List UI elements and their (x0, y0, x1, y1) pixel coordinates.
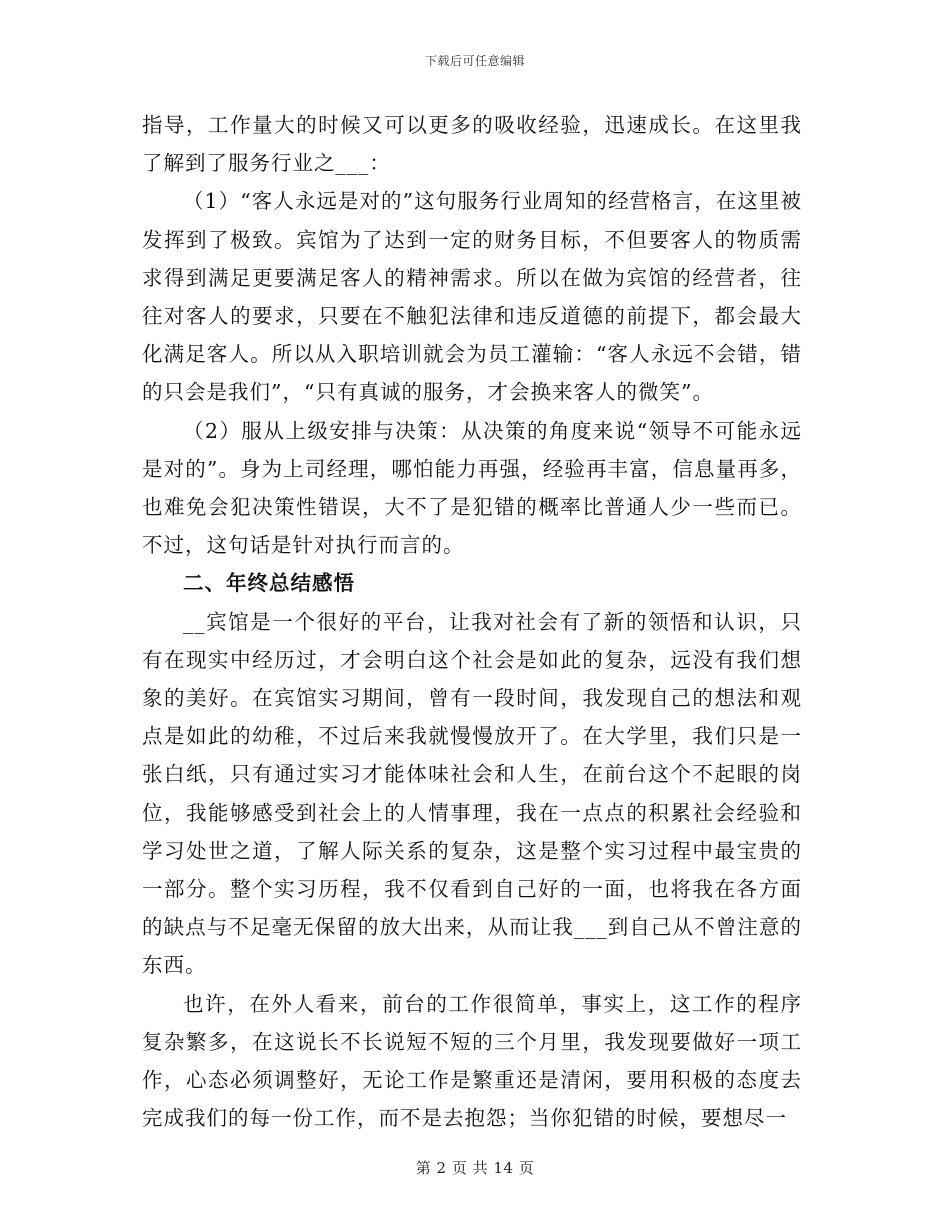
paragraph-front-desk-work: 也许，在外人看来，前台的工作很简单，事实上，这工作的程序复杂繁多，在这说长不长说短不短的三个月里，我发现要做好一项工作，心态必须调整好，无论工作是繁重还是清闲，要用积极的态度去完成我们的每一份工作，而不是去抱怨；当你犯错的时候，要想尽一 (142, 991, 802, 1131)
page-header: 下载后可任意编辑 (424, 54, 525, 68)
document-body (142, 106, 802, 1137)
paragraph-hotel-platform: __宾馆是一个很好的平台，让我对社会有了新的领悟和认识，只有在现实中经历过，才会明白这个社会是如此的复杂，远没有我们想象的美好。在宾馆实习期间，曾有一段时间，我发现自己的想法和观点是如此的幼稚，不过后来我就慢慢放开了。在大学里，我们只是一张白纸，只有通过实习才能体味社会和人生，在前台这个不起眼的岗位，我能够感受到社会上的人情事理，我在一点点的积累社会经验和学习处世之道，了解人际关系的复杂，这是整个实习过程中最宝贵的一部分。整个实习历程，我不仅看到自己好的一面，也将我在各方面的缺点与不足毫无保留的放大出来，从而让我___到自己从不曾注意的东西。 (142, 609, 802, 978)
paragraph-customer-first: （1）“客人永远是对的”这句服务行业周知的经营格言，在这里被发挥到了极致。宾馆为了达到一定的财务目标，不但要客人的物质需求得到满足更要满足客人的精神需求。所以在做为宾馆的经营者，往往对客人的要求，只要在不触犯法律和违反道德的前提下，都会最大化满足客人。所以从入职培训就会为员工灌输：“客人永远不会错，错的只会是我们”，“只有真诚的服务，才会换来客人的微笑”。 (142, 189, 802, 405)
page-footer: 第 2 页 共 14 页 (415, 1159, 535, 1177)
paragraph-continuation: 指导，工作量大的时候又可以更多的吸收经验，迅速成长。在这里我了解到了服务行业之___： (142, 113, 802, 176)
section-heading: 二、年终总结感悟 (183, 571, 355, 596)
paragraph-obey-superiors: （2）服从上级安排与决策：从决策的角度来说“领导不可能永远是对的”。身为上司经理，哪怕能力再强，经验再丰富，信息量再多，也难免会犯决策性错误，大不了是犯错的概率比普通人少一些而已。不过，这句话是针对执行而言的。 (142, 418, 802, 558)
